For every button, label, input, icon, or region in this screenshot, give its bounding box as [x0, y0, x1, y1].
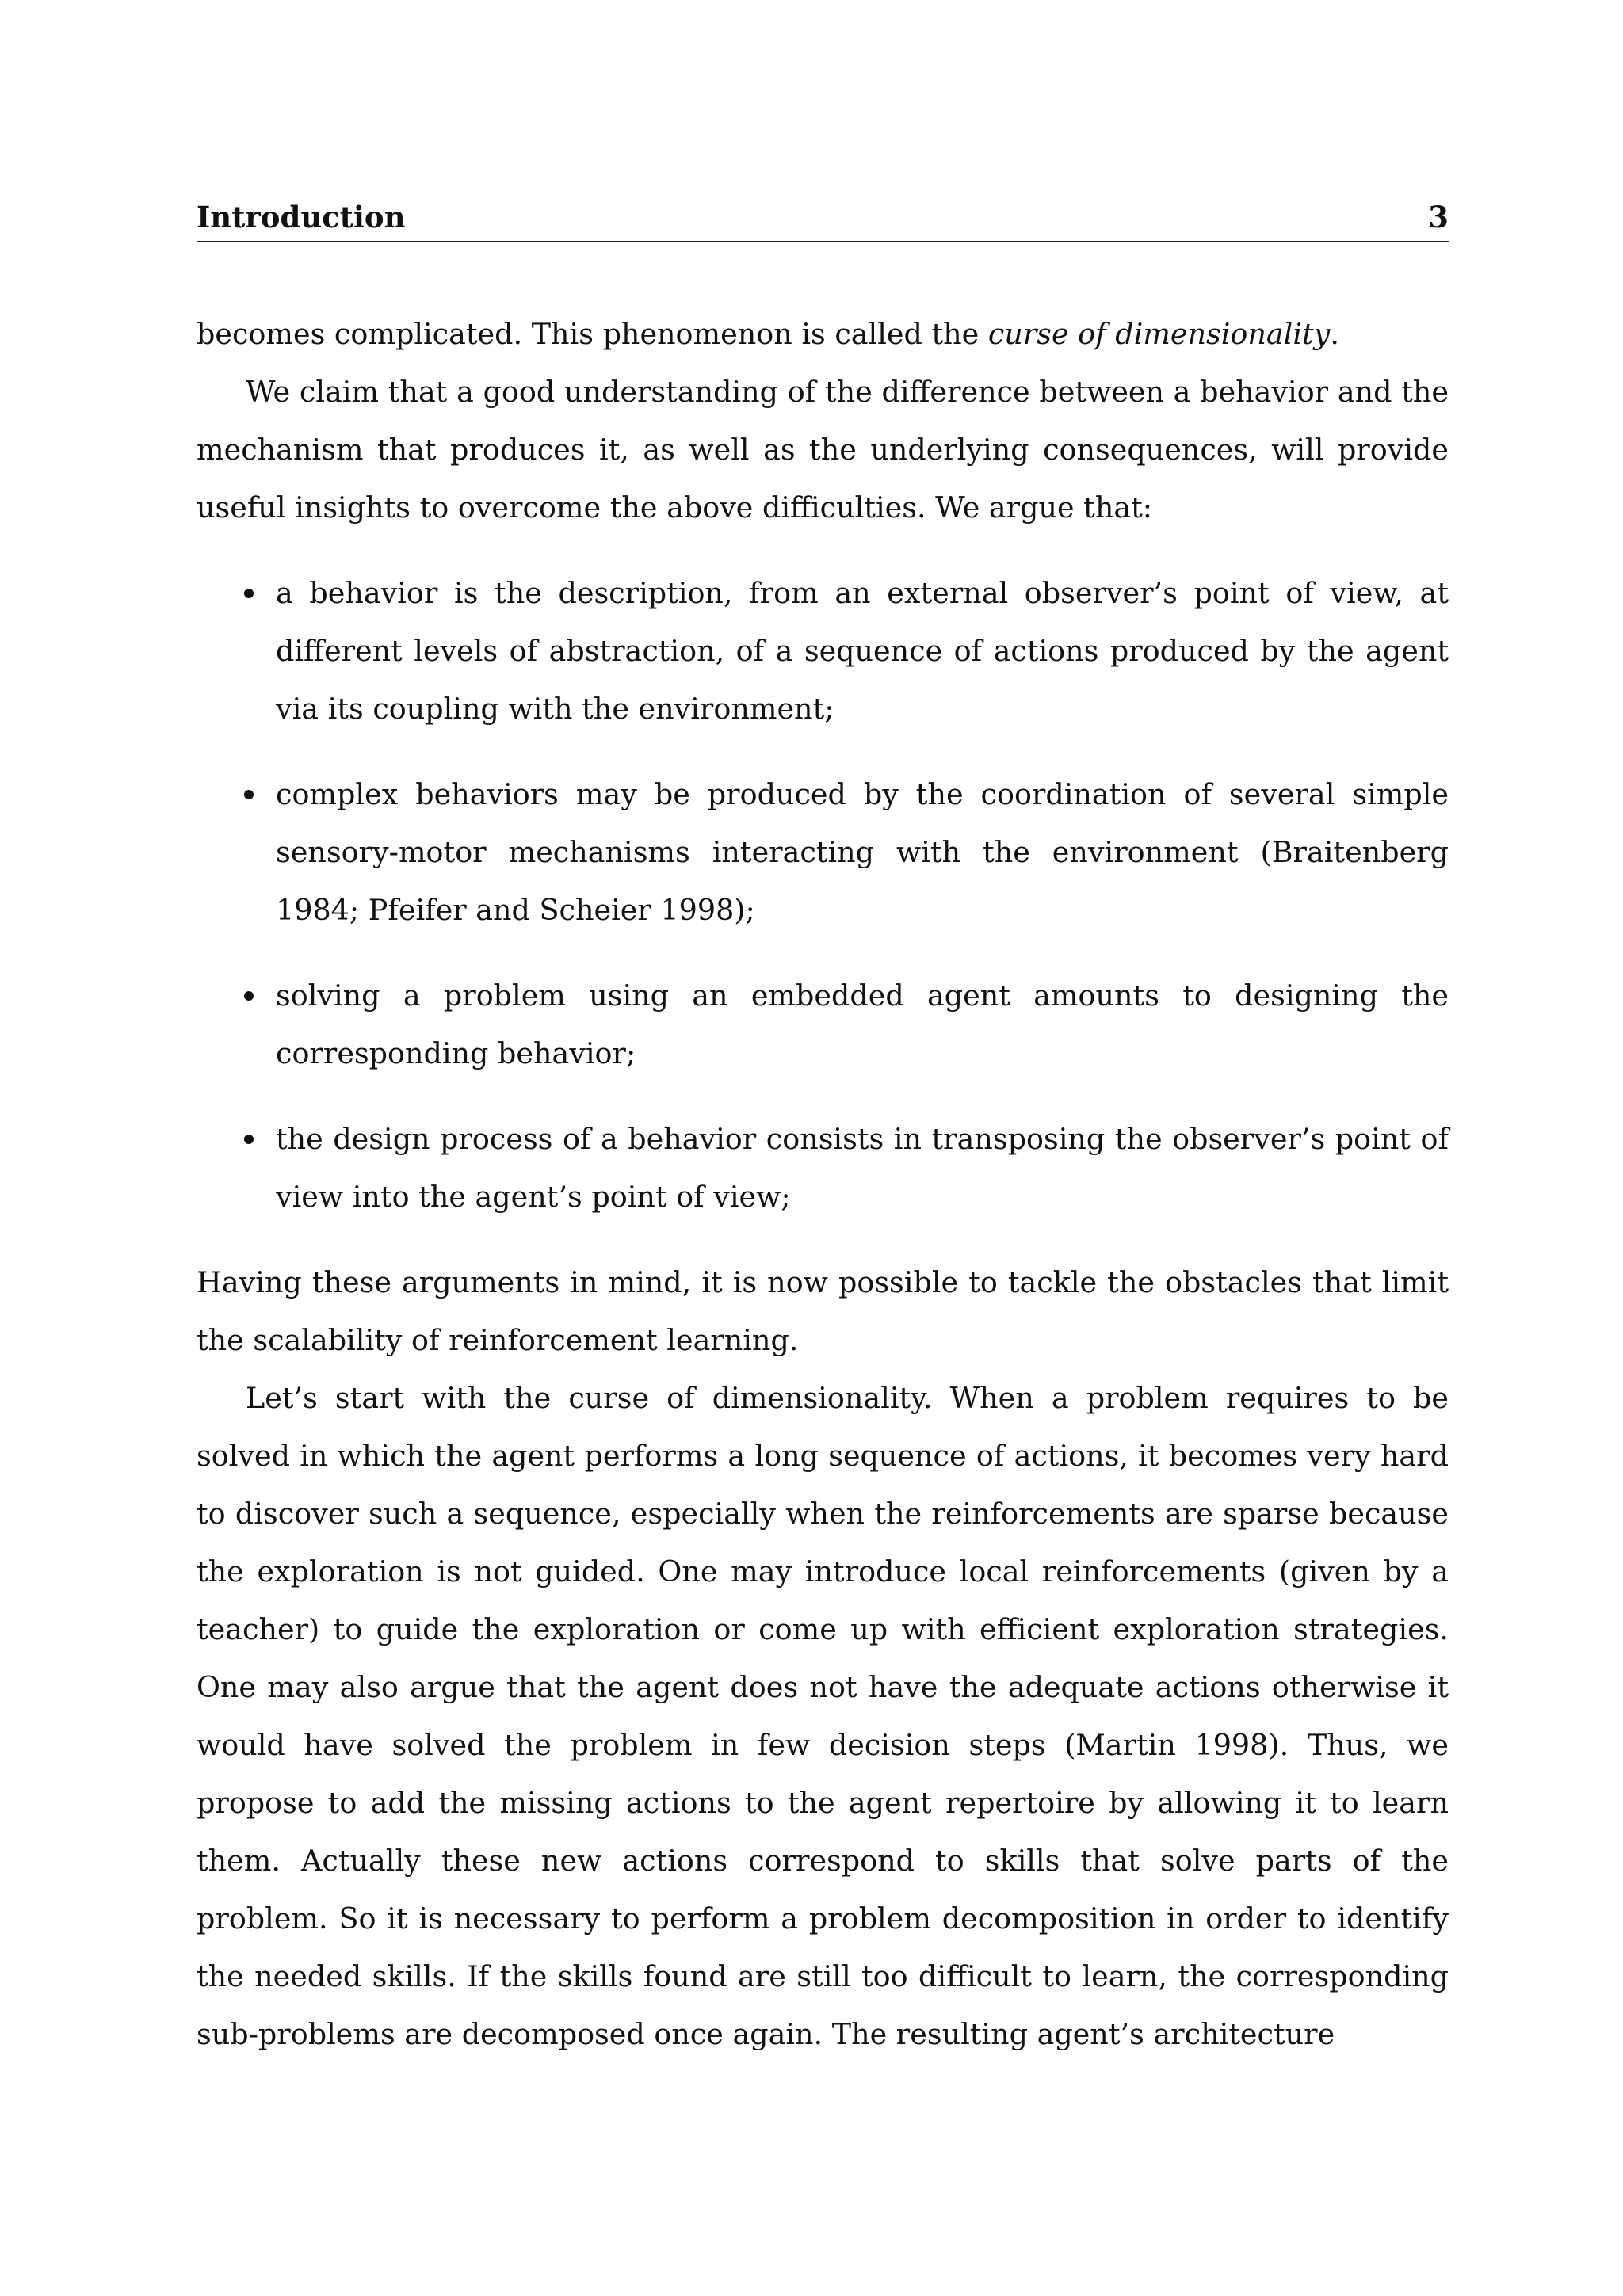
- list-item-text: complex behaviors may be produced by the coordination of several simple sensory-motor mechanisms interacting with the environment (Braitenberg 1984; Pfeifer and Scheier 1998);: [276, 777, 1449, 927]
- paragraph-1-end: .: [1330, 317, 1339, 351]
- chapter-title: Introduction: [197, 200, 406, 235]
- list-item-text: solving a problem using an embedded agent amounts to designing the corresponding behavior;: [276, 978, 1449, 1070]
- bullet-icon: [244, 790, 254, 799]
- bullet-icon: [244, 991, 254, 1001]
- list-item: [197, 765, 1449, 939]
- bullet-icon: [244, 1135, 254, 1144]
- page: [197, 0, 1449, 2296]
- paragraph-continuation: [197, 305, 1449, 363]
- list-item-text: the design process of a behavior consists in transposing the observer’s point of view into the agent’s point of view;: [276, 1122, 1449, 1214]
- bullet-icon: [244, 589, 254, 598]
- list-item-text: a behavior is the description, from an external observer’s point of view, at different levels of abstraction, of a sequence of actions produced by the agent via its coupling with the environment;: [276, 576, 1449, 726]
- paragraph-1-text: becomes complicated. This phenomenon is called the: [197, 317, 988, 351]
- argument-list: [197, 564, 1449, 1226]
- running-head: [197, 200, 1449, 242]
- emphasized-term: curse of dimensionality: [987, 317, 1331, 351]
- list-item: [197, 967, 1449, 1082]
- body-text: [197, 305, 1449, 2063]
- list-item: [197, 564, 1449, 738]
- paragraph-arguments-summary: Having these arguments in mind, it is now possible to tackle the obstacles that limit the scalability of reinforcement learning.: [197, 1265, 1449, 1357]
- paragraph-curse-of-dimensionality: Let’s start with the curse of dimensionality. When a problem requires to be solved in which the agent performs a long sequence of actions, it becomes very hard to discover such a sequence, especially when the reinforcements are sparse because the exploration is not guided. One may introduce local reinforcements (given by a teacher) to guide the exploration or come up with efficient exploration strategies. One may also argue that the agent does not have the adequate actions otherwise it would have solved the problem in few decision steps (Martin 1998). Thus, we propose to add the missing actions to the agent repertoire by allowing it to learn them. Actually these new actions correspond to skills that solve parts of the problem. So it is necessary to perform a problem decomposition in order to identify the needed skills. If the skills found are still too difficult to learn, the corresponding sub-problems are decomposed once again. The resulting agent’s architecture: [197, 1381, 1449, 2051]
- page-number: 3: [1428, 200, 1449, 235]
- list-item: [197, 1110, 1449, 1226]
- paragraph-claim: We claim that a good understanding of the difference between a behavior and the mechanism that produces it, as well as the underlying consequences, will provide useful insights to overcome the above difficulties. We argue that:: [197, 375, 1449, 524]
